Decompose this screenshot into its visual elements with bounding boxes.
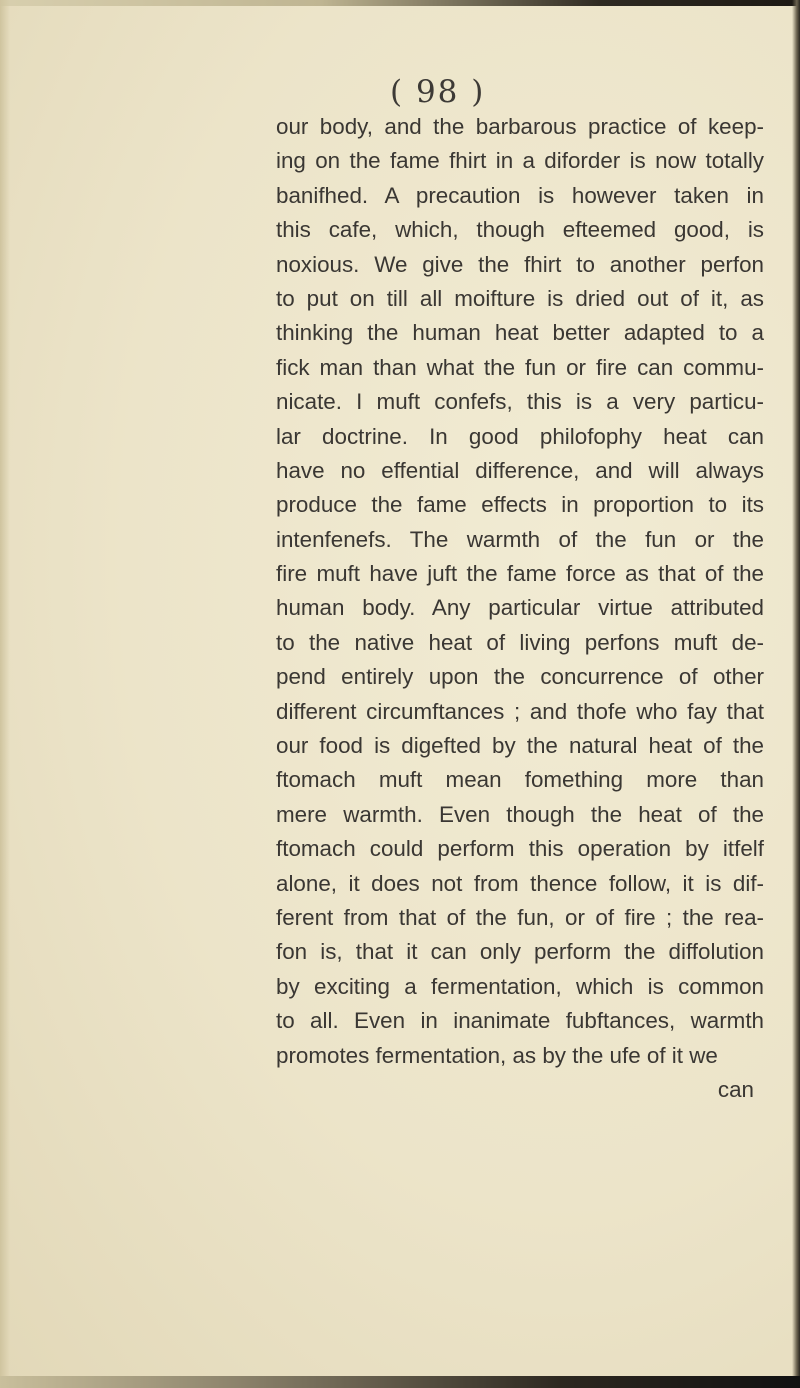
text-line: alone, it does not from thence follow, it is dif- (276, 870, 764, 896)
text-line: intenfenefs. The warmth of the fun or the (276, 526, 764, 552)
text-line: banifhed. A precaution is however taken in (276, 182, 764, 208)
text-line: ftomach muft mean fomething more than (276, 767, 764, 793)
text-line: fire muft have juft the fame force as that of the (276, 561, 764, 587)
top-page-edge (0, 0, 800, 6)
text-line: ftomach could perform this operation by itfelf (276, 836, 764, 862)
page-number: ( 98 ) (390, 74, 486, 110)
text-line: lar doctrine. In good philofophy heat can (276, 423, 764, 449)
text-line: mere warmth. Even though the heat of the (276, 801, 764, 827)
text-line: this cafe, which, though efteemed good, is (276, 217, 764, 243)
text-line: pend entirely upon the concurrence of other (276, 664, 764, 690)
text-line: to put on till all moifture is dried out of it, as (276, 285, 764, 311)
text-line: ing on the fame fhirt in a diforder is now totally (276, 148, 764, 174)
text-line: by exciting a fermentation, which is common (276, 973, 764, 999)
left-page-edge (0, 0, 10, 1388)
text-line: thinking the human heat better adapted to a (276, 320, 764, 346)
text-line: produce the fame effects in proportion to its (276, 492, 764, 518)
text-line: our food is digefted by the natural heat of the (276, 733, 764, 759)
body-text (276, 110, 764, 1107)
text-line: fick man than what the fun or fire can commu- (276, 354, 764, 380)
text-line: ferent from that of the fun, or of fire ; the rea- (276, 904, 764, 930)
text-line: to the native heat of living perfons muft de- (276, 629, 764, 655)
text-line: nicate. I muft confefs, this is a very particu- (276, 389, 764, 415)
catchword: can (717, 1076, 754, 1102)
text-line: different circumftances ; and thofe who fay that (276, 698, 764, 724)
text-line: human body. Any particular virtue attributed (276, 595, 764, 621)
right-page-edge (792, 0, 800, 1388)
text-line: to all. Even in inanimate fubftances, warmth (276, 1008, 764, 1034)
text-line: fon is, that it can only perform the diffolution (276, 939, 764, 965)
text-line: our body, and the barbarous practice of keep- (276, 114, 764, 139)
bottom-page-edge (0, 1376, 800, 1388)
text-line: have no effential difference, and will always (276, 457, 764, 483)
text-line: promotes fermentation, as by the ufe of it we (276, 1042, 718, 1068)
text-line: noxious. We give the fhirt to another perfon (276, 251, 764, 277)
